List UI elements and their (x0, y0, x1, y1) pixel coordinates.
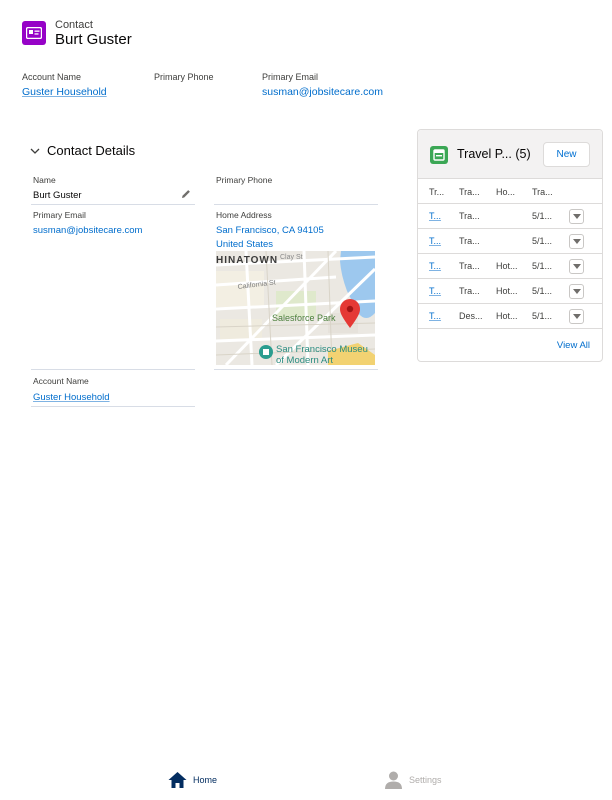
related-list-title[interactable] (457, 147, 531, 161)
travel-plan-icon (430, 146, 448, 164)
map-label-museum-line1: San Francisco Museu (276, 344, 368, 355)
table-row (418, 204, 602, 229)
new-travel-plan-button[interactable]: New (543, 142, 590, 167)
row-cell: Des... (459, 311, 483, 321)
field-divider (31, 204, 195, 205)
row-cell: 5/1... (532, 211, 553, 221)
caret-down-icon (573, 289, 581, 295)
field-divider (31, 406, 195, 407)
table-row (418, 304, 602, 329)
record-title: Burt Guster (55, 31, 132, 48)
row-cell: Tra... (459, 211, 480, 221)
home-address-label: Home Address (216, 210, 272, 220)
home-address-line1[interactable]: San Francisco, CA 94105 (216, 225, 324, 236)
row-record-link[interactable]: T... (429, 311, 442, 321)
highlight-account-name-link[interactable]: Guster Household (22, 86, 107, 98)
primary-email-label: Primary Email (33, 210, 86, 220)
field-divider (31, 369, 195, 370)
highlight-primary-email-label: Primary Email (262, 72, 319, 82)
primary-phone-label: Primary Phone (216, 175, 273, 185)
column-header[interactable]: Tr... (429, 187, 445, 197)
caret-down-icon (573, 264, 581, 270)
row-actions-button[interactable] (569, 234, 584, 249)
map-label-salesforce-park: Salesforce Park (272, 313, 336, 323)
row-cell: Hot... (496, 261, 518, 271)
row-record-link[interactable]: T... (429, 286, 442, 296)
field-divider (214, 204, 378, 205)
highlight-account-name-label: Account Name (22, 72, 82, 82)
tab-settings[interactable] (384, 771, 442, 789)
view-all-link[interactable]: View All (556, 340, 590, 351)
table-row (418, 229, 602, 254)
related-list-count: (5) (515, 147, 531, 161)
row-actions-button[interactable] (569, 284, 584, 299)
map-label-california-st: California St (237, 279, 277, 291)
account-name-label: Account Name (33, 376, 89, 386)
contact-details-section-toggle[interactable] (28, 143, 135, 158)
related-list-title-text: Travel P... (457, 147, 512, 161)
row-actions-button[interactable] (569, 309, 584, 324)
row-cell: Tra... (459, 286, 480, 296)
chevron-down-icon (28, 144, 42, 158)
travel-plans-related-list (417, 129, 603, 362)
row-cell: 5/1... (532, 236, 553, 246)
name-label: Name (33, 175, 56, 185)
caret-down-icon (573, 314, 581, 320)
related-list-header (418, 130, 602, 179)
map-label-chinatown: HINATOWN (216, 255, 279, 266)
home-address-line2[interactable]: United States (216, 239, 274, 250)
contact-icon (22, 21, 46, 45)
map-label-museum-line2: of Modern Art (276, 355, 334, 365)
row-actions-button[interactable] (569, 209, 584, 224)
home-address-map[interactable] (216, 251, 375, 365)
row-cell: Hot... (496, 311, 518, 321)
column-header[interactable]: Tra... (532, 187, 553, 197)
column-header[interactable]: Ho... (496, 187, 516, 197)
row-record-link[interactable]: T... (429, 261, 442, 271)
field-divider (214, 369, 378, 370)
highlight-primary-phone-label: Primary Phone (154, 72, 214, 82)
row-actions-button[interactable] (569, 259, 584, 274)
caret-down-icon (573, 239, 581, 245)
table-row (418, 279, 602, 304)
tab-home-label: Home (193, 775, 218, 785)
caret-down-icon (573, 214, 581, 220)
highlight-primary-email-link[interactable]: susman@jobsitecare.com (262, 86, 383, 98)
name-value: Burt Guster (33, 190, 82, 201)
home-icon (168, 771, 187, 789)
section-title: Contact Details (47, 143, 136, 158)
primary-email-link[interactable]: susman@jobsitecare.com (33, 225, 143, 236)
edit-pencil-icon[interactable] (180, 188, 192, 200)
row-record-link[interactable]: T... (429, 236, 442, 246)
row-cell: 5/1... (532, 261, 553, 271)
row-cell: Tra... (459, 236, 480, 246)
row-record-link[interactable]: T... (429, 211, 442, 221)
user-icon (384, 771, 403, 789)
row-cell: Tra... (459, 261, 480, 271)
related-table-header (418, 180, 602, 204)
column-header[interactable]: Tra... (459, 187, 480, 197)
account-name-link[interactable]: Guster Household (33, 392, 110, 403)
tab-home[interactable] (168, 771, 217, 789)
tab-settings-label: Settings (409, 775, 442, 785)
row-cell: 5/1... (532, 311, 553, 321)
row-cell: Hot... (496, 286, 518, 296)
row-cell: 5/1... (532, 286, 553, 296)
record-object-type: Contact (55, 19, 93, 31)
table-row (418, 254, 602, 279)
map-label-clay-st: Clay St (280, 254, 303, 261)
